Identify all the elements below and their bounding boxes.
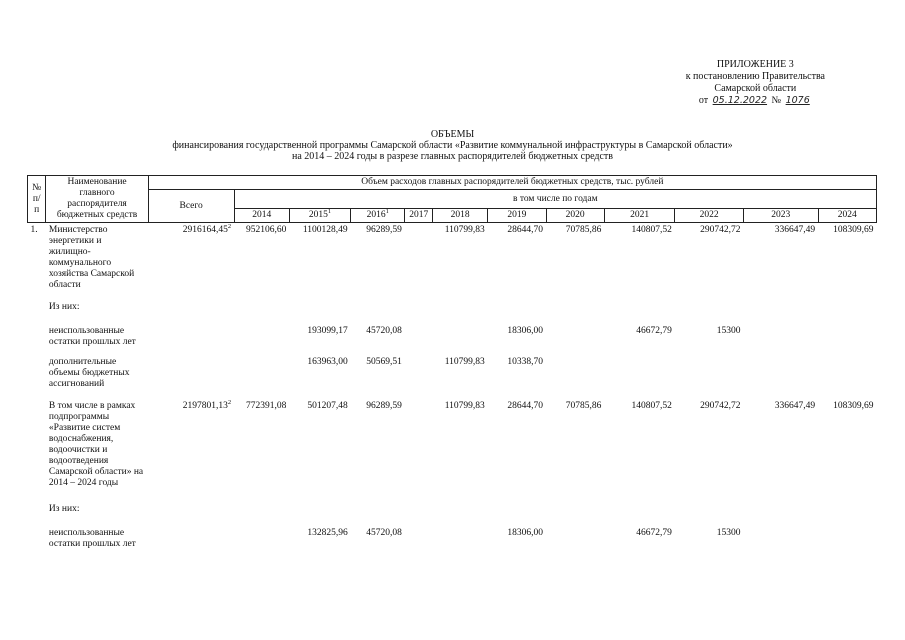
header-year-2020	[546, 209, 604, 223]
cell-year-2019: 28644,70	[507, 225, 544, 235]
header-year-label: 2021	[630, 210, 650, 220]
cell-year-2016: 50569,51	[366, 357, 402, 367]
cell-year-2017	[405, 223, 433, 302]
cell-year-2018: 110799,83	[444, 225, 485, 235]
cell-year-2016: 45720,08	[366, 326, 402, 336]
cell-year-2020: 70785,86	[565, 225, 602, 235]
row-name: дополнительные объемы бюджетных ассигнований	[48, 357, 130, 389]
header-year-2022	[675, 209, 744, 223]
footnote-mark: 2	[227, 398, 232, 406]
header-num: № п/п	[28, 176, 46, 223]
handwritten-number: 1076	[785, 95, 810, 106]
header-year-label: 2020	[565, 210, 585, 220]
cell-year-2023	[743, 325, 818, 356]
table-row	[28, 400, 877, 503]
cell-year-2015: 501207,48	[307, 401, 348, 411]
cell-year-2015: 132825,96	[307, 528, 348, 538]
cell-year-2017	[405, 356, 433, 400]
header-year-2023	[743, 209, 818, 223]
header-year-2018	[433, 209, 488, 223]
cell-year-2024: 108309,69	[833, 225, 874, 235]
header-year-2024	[818, 209, 876, 223]
cell-year-2018: 110799,83	[444, 401, 485, 411]
cell-year-2024	[818, 503, 876, 527]
cell-year-2019: 18306,00	[507, 528, 544, 538]
table-row	[28, 356, 877, 400]
footnote-mark: 1	[327, 207, 332, 215]
footnote-mark: 2	[227, 222, 232, 230]
cell-year-2021	[604, 503, 675, 527]
row-num	[28, 527, 46, 556]
row-total	[148, 527, 234, 556]
table-row	[28, 503, 877, 527]
date-prefix: от	[698, 95, 709, 106]
cell-year-2017	[405, 400, 433, 503]
title-subtitle: финансирования государственной программы Самарской области «Развитие коммунальной инфраструктуры в Самарской области»	[172, 140, 733, 151]
row-num	[28, 325, 46, 356]
cell-year-2021: 140807,52	[631, 225, 672, 235]
cell-year-2017	[405, 503, 433, 527]
cell-year-2015	[289, 301, 350, 325]
cell-year-2022: 290742,72	[700, 225, 741, 235]
row-total-value: 2197801,13	[182, 401, 228, 411]
cell-year-2022	[675, 356, 744, 400]
cell-year-2024	[818, 325, 876, 356]
cell-year-2018	[433, 301, 488, 325]
header-year-label: 2022	[699, 210, 719, 220]
cell-year-2023: 336647,49	[774, 401, 816, 411]
cell-year-2019: 18306,00	[507, 326, 544, 336]
header-year-label: 2024	[837, 210, 857, 220]
header-year-label: 2016	[366, 210, 386, 220]
cell-year-2022	[675, 503, 744, 527]
table-body	[28, 223, 877, 557]
header-total: Всего	[148, 190, 234, 223]
cell-year-2019	[488, 503, 546, 527]
row-total	[148, 301, 234, 325]
cell-year-2014	[234, 356, 289, 400]
cell-year-2015	[289, 503, 350, 527]
cell-year-2017	[405, 301, 433, 325]
document-title	[0, 129, 905, 162]
cell-year-2020	[546, 527, 604, 556]
header-year-label: 2015	[308, 210, 328, 220]
row-num	[28, 356, 46, 400]
cell-year-2021	[604, 356, 675, 400]
handwritten-date: 05.12.2022	[712, 95, 768, 106]
row-total	[148, 503, 234, 527]
cell-year-2014: 772391,08	[245, 401, 287, 411]
table-row	[28, 223, 877, 302]
header-by-years: в том числе по годам	[234, 190, 876, 209]
cell-year-2023	[743, 301, 818, 325]
cell-year-2016	[351, 503, 405, 527]
cell-year-2017	[405, 527, 433, 556]
row-name: В том числе в рамках подпрограммы «Развитие систем водоснабжения, водоочистки и водоотведения Самарской области» на 2014 – 2024 годы	[48, 401, 144, 488]
cell-year-2018	[433, 503, 488, 527]
cell-year-2020	[546, 325, 604, 356]
row-num: 1.	[30, 225, 38, 235]
row-name: неиспользованные остатки прошлых лет	[48, 326, 136, 347]
cell-year-2021	[604, 301, 675, 325]
header-year-2017	[405, 209, 433, 223]
row-num	[28, 400, 46, 503]
header-year-label: 2023	[771, 210, 791, 220]
table-row	[28, 325, 877, 356]
appendix-title: ПРИЛОЖЕНИЕ 3	[716, 59, 794, 70]
row-name: Министерство энергетики и жилищно-коммунального хозяйства Самарской области	[48, 225, 135, 290]
cell-year-2014	[234, 325, 289, 356]
header-group: Объем расходов главных распорядителей бюджетных средств, тыс. рублей	[148, 176, 876, 190]
cell-year-2018	[433, 527, 488, 556]
cell-year-2018	[433, 325, 488, 356]
cell-year-2021: 46672,79	[636, 326, 672, 336]
cell-year-2020: 70785,86	[565, 401, 602, 411]
appendix-header	[686, 59, 825, 107]
header-year-label: 2017	[409, 210, 429, 220]
row-name: неиспользованные остатки прошлых лет	[48, 528, 136, 549]
cell-year-2017	[405, 325, 433, 356]
cell-year-2014	[234, 301, 289, 325]
cell-year-2015: 1100128,49	[302, 225, 348, 235]
cell-year-2020	[546, 301, 604, 325]
cell-year-2023	[743, 503, 818, 527]
cell-year-2019: 28644,70	[507, 401, 544, 411]
cell-year-2016: 45720,08	[366, 528, 402, 538]
footnote-mark: 1	[385, 207, 389, 215]
header-year-2016	[351, 209, 405, 223]
row-num	[28, 301, 46, 325]
row-num	[28, 503, 46, 527]
cell-year-2014	[234, 503, 289, 527]
header-year-label: 2018	[450, 210, 470, 220]
appendix-date-line	[686, 95, 825, 107]
table-row	[28, 527, 877, 556]
budget-table	[27, 175, 877, 556]
header-year-2019	[488, 209, 546, 223]
cell-year-2024	[818, 527, 876, 556]
number-prefix: №	[771, 95, 782, 106]
cell-year-2014: 952106,60	[245, 225, 287, 235]
appendix-region: Самарской области	[714, 83, 797, 94]
cell-year-2020	[546, 356, 604, 400]
header-year-2015	[289, 209, 350, 223]
cell-year-2022	[675, 301, 744, 325]
cell-year-2020	[546, 503, 604, 527]
cell-year-2015: 163963,00	[307, 357, 348, 367]
cell-year-2019: 10338,70	[507, 357, 544, 367]
header-year-2014	[234, 209, 289, 223]
cell-year-2023	[743, 356, 818, 400]
row-total-value: 2916164,45	[182, 225, 228, 235]
cell-year-2024: 108309,69	[833, 401, 874, 411]
row-name: Из них:	[48, 504, 80, 514]
header-year-label: 2019	[507, 210, 527, 220]
cell-year-2022: 15300	[716, 326, 741, 336]
cell-year-2021: 140807,52	[631, 401, 672, 411]
title-period: на 2014 – 2024 годы в разрезе главных распорядителей бюджетных средств	[291, 151, 614, 162]
cell-year-2018: 110799,83	[444, 357, 485, 367]
table-row	[28, 301, 877, 325]
cell-year-2022: 15300	[716, 528, 741, 538]
row-total	[148, 356, 234, 400]
cell-year-2023	[743, 527, 818, 556]
row-total	[148, 223, 234, 302]
cell-year-2016	[351, 301, 405, 325]
cell-year-2023: 336647,49	[774, 225, 816, 235]
cell-year-2021: 46672,79	[636, 528, 672, 538]
cell-year-2024	[818, 301, 876, 325]
row-total	[148, 325, 234, 356]
cell-year-2014	[234, 527, 289, 556]
appendix-decree: к постановлению Правительства	[685, 71, 825, 82]
row-total	[148, 400, 234, 503]
title-main: ОБЪЕМЫ	[430, 129, 475, 140]
cell-year-2016: 96289,59	[366, 401, 402, 411]
cell-year-2015: 193099,17	[307, 326, 348, 336]
row-name: Из них:	[48, 302, 80, 312]
header-year-label: 2014	[252, 210, 272, 220]
cell-year-2019	[488, 301, 546, 325]
cell-year-2022: 290742,72	[700, 401, 741, 411]
header-year-2021	[604, 209, 675, 223]
cell-year-2024	[818, 356, 876, 400]
cell-year-2016: 96289,59	[366, 225, 402, 235]
header-name: Наименование главного распорядителя бюджетных средств	[46, 176, 148, 223]
